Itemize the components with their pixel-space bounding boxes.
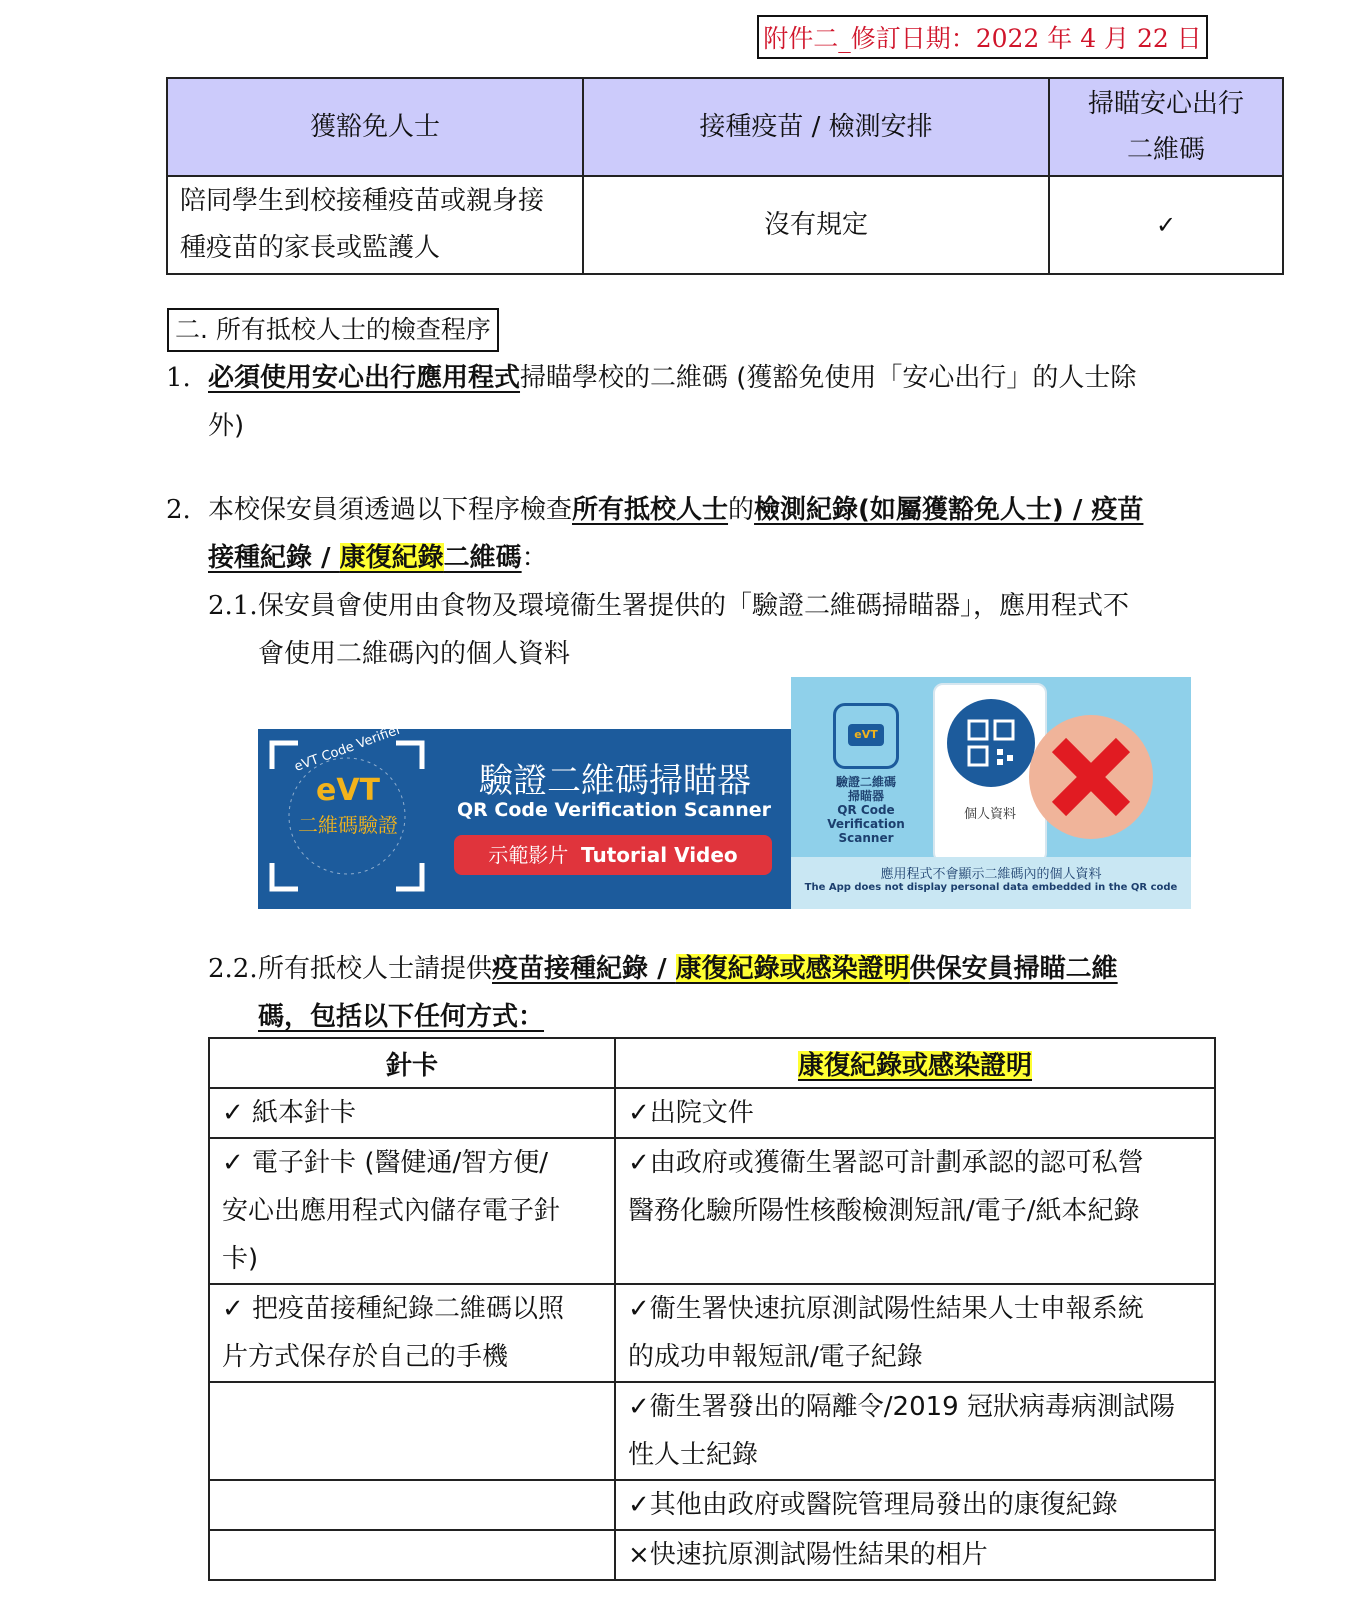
table-cell-left bbox=[209, 1382, 615, 1480]
list-item bbox=[208, 354, 1198, 402]
banner-title-en: QR Code Verification Scanner bbox=[457, 799, 771, 821]
table-cell-left bbox=[209, 1530, 615, 1580]
table-row bbox=[209, 1530, 1215, 1580]
app-icon bbox=[833, 703, 899, 769]
column-header bbox=[1049, 78, 1283, 176]
cell-line: 醫務化驗所陽性核酸檢測短訊/電子/紙本紀錄 bbox=[628, 1196, 1140, 1226]
list-item-continuation: 會使用二維碼內的個人資料 bbox=[258, 639, 571, 669]
notice-zh: 應用程式不會顯示二維碼內的個人資料 bbox=[880, 867, 1102, 882]
button-label-zh: 示範影片 bbox=[488, 843, 569, 867]
cell-line: 片方式保存於自己的手機 bbox=[222, 1342, 509, 1372]
list-item bbox=[258, 945, 1118, 993]
section-heading: 二. 所有抵校人士的檢查程序 bbox=[167, 308, 499, 352]
table-cell-right bbox=[615, 1284, 1215, 1382]
table-cell-left bbox=[209, 1138, 615, 1284]
cell-line: ✓衞生署發出的隔離令/2019 冠狀病毒病測試陽 bbox=[628, 1392, 1175, 1422]
bold-text: 接種紀錄 / bbox=[208, 543, 340, 573]
list-item: 保安員會使用由食物及環境衞生署提供的「驗證二維碼掃瞄器」，應用程式不 bbox=[258, 591, 1130, 621]
column-header: 接種疫苗 / 檢測安排 bbox=[583, 78, 1049, 176]
table-header-row bbox=[167, 78, 1283, 176]
table-row bbox=[209, 1382, 1215, 1480]
cell-line: 安心出應用程式內儲存電子針 bbox=[222, 1196, 561, 1226]
cross-mark bbox=[1029, 715, 1153, 839]
cell-line: ✓ 把疫苗接種紀錄二維碼以照 bbox=[222, 1294, 565, 1324]
bold-text: 疫苗接種紀錄 / bbox=[492, 954, 676, 984]
highlighted-text: 康復紀錄或感染證明 bbox=[675, 954, 910, 984]
logo-main-text: eVT bbox=[315, 773, 381, 808]
logo-ring-text: eVT Code Verifier bbox=[292, 722, 404, 775]
item-text: ： bbox=[521, 543, 548, 573]
item-text: 本校保安員須透過以下程序檢查 bbox=[208, 495, 573, 525]
qr-pattern bbox=[947, 699, 1035, 787]
logo-sub-text: 二維碼驗證 bbox=[298, 813, 398, 837]
item-text: 所有抵校人士請提供 bbox=[258, 954, 493, 984]
table-row bbox=[209, 1138, 1215, 1284]
cell-line: 性人士紀錄 bbox=[628, 1440, 759, 1470]
tutorial-video-button[interactable] bbox=[454, 835, 772, 875]
table-cell: 沒有規定 bbox=[583, 176, 1049, 274]
scanner-banner bbox=[258, 722, 791, 909]
table-row bbox=[209, 1284, 1215, 1382]
item-number: 2.2. bbox=[208, 954, 258, 984]
table-cell-right bbox=[615, 1088, 1215, 1138]
app-label-line: Scanner bbox=[838, 831, 894, 845]
bold-text: 二維碼 bbox=[443, 543, 522, 573]
highlighted-text: 康復紀錄 bbox=[339, 543, 444, 573]
notice-strip bbox=[791, 857, 1191, 909]
check-mark: ✓ bbox=[1049, 176, 1283, 274]
cell-line: ✓ 電子針卡 (醫健通/智方便/ bbox=[222, 1148, 548, 1178]
list-item-continuation: 外) bbox=[208, 411, 245, 441]
privacy-notice-banner bbox=[791, 677, 1191, 909]
qr-code-icon bbox=[947, 699, 1035, 787]
record-methods-table bbox=[208, 1037, 1216, 1581]
list-item bbox=[208, 486, 1208, 534]
column-header-line: 二維碼 bbox=[1126, 135, 1205, 165]
table-cell-right bbox=[615, 1530, 1215, 1580]
personal-data-label: 個人資料 bbox=[963, 807, 1016, 822]
bold-text: 必須使用安心出行應用程式 bbox=[208, 363, 521, 393]
item-text: 的 bbox=[728, 495, 755, 525]
bold-text: 供保安員掃瞄二維 bbox=[909, 954, 1118, 984]
item-number: 2.1. bbox=[208, 591, 258, 621]
banner-title-zh: 驗證二維碼掃瞄器 bbox=[479, 761, 751, 801]
bold-text: 檢測紀錄(如屬獲豁免人士) / 疫苗 bbox=[754, 495, 1144, 525]
cell-line: ✓ 紙本針卡 bbox=[222, 1098, 357, 1128]
table-body bbox=[209, 1088, 1215, 1580]
item-text: 掃瞄學校的二維碼 (獲豁免使用「安心出行」的人士除 bbox=[520, 363, 1137, 393]
table-cell-left bbox=[209, 1284, 615, 1382]
bold-text: 所有抵校人士 bbox=[572, 495, 729, 525]
table-cell-left bbox=[209, 1480, 615, 1530]
list-item-continuation bbox=[208, 534, 548, 582]
list-item-continuation: 碼，包括以下任何方式： bbox=[258, 1002, 545, 1032]
table-cell bbox=[167, 176, 583, 274]
cell-line: ✓其他由政府或醫院管理局發出的康復紀錄 bbox=[628, 1490, 1118, 1520]
button-label-en: Tutorial Video bbox=[581, 843, 738, 867]
column-header-line: 掃瞄安心出行 bbox=[1087, 89, 1244, 119]
table-header-row bbox=[209, 1038, 1215, 1088]
table-row bbox=[167, 176, 1283, 274]
cell-line: 陪同學生到校接種疫苗或親身接 bbox=[180, 186, 545, 216]
cell-line: ×快速抗原測試陽性結果的相片 bbox=[628, 1540, 988, 1570]
highlighted-header: 康復紀錄或感染證明 bbox=[797, 1050, 1032, 1081]
notice-en: The App does not display personal data embedded in the QR code bbox=[804, 882, 1178, 893]
column-header: 獲豁免人士 bbox=[167, 78, 583, 176]
cross-icon bbox=[1029, 715, 1153, 839]
app-label-line: QR Code bbox=[837, 803, 895, 817]
table-cell-right bbox=[615, 1480, 1215, 1530]
app-label-line: 驗證二維碼 bbox=[835, 775, 896, 789]
cell-line: ✓出院文件 bbox=[628, 1098, 754, 1128]
exempt-persons-table bbox=[166, 77, 1284, 275]
table-cell-right bbox=[615, 1382, 1215, 1480]
app-icon-logo: eVT bbox=[848, 724, 884, 746]
table-cell-left bbox=[209, 1088, 615, 1138]
column-header: 針卡 bbox=[209, 1038, 615, 1088]
item-number: 1. bbox=[166, 363, 191, 393]
cell-line: 卡) bbox=[222, 1244, 259, 1274]
app-label-line: 掃瞄器 bbox=[847, 789, 884, 803]
cell-line: 的成功申報短訊/電子紀錄 bbox=[628, 1342, 923, 1372]
app-label bbox=[813, 775, 919, 845]
cell-line: ✓衞生署快速抗原測試陽性結果人士申報系統 bbox=[628, 1294, 1144, 1324]
cell-line: ✓由政府或獲衞生署認可計劃承認的認可私營 bbox=[628, 1148, 1144, 1178]
item-number: 2. bbox=[166, 495, 191, 525]
table-cell-right bbox=[615, 1138, 1215, 1284]
table-row bbox=[209, 1088, 1215, 1138]
table-row bbox=[209, 1480, 1215, 1530]
column-header bbox=[615, 1038, 1215, 1088]
revision-date-tag: 附件二_修訂日期：2022 年 4 月 22 日 bbox=[757, 15, 1208, 59]
cell-line: 種疫苗的家長或監護人 bbox=[180, 233, 441, 263]
app-label-line: Verification bbox=[827, 817, 905, 831]
